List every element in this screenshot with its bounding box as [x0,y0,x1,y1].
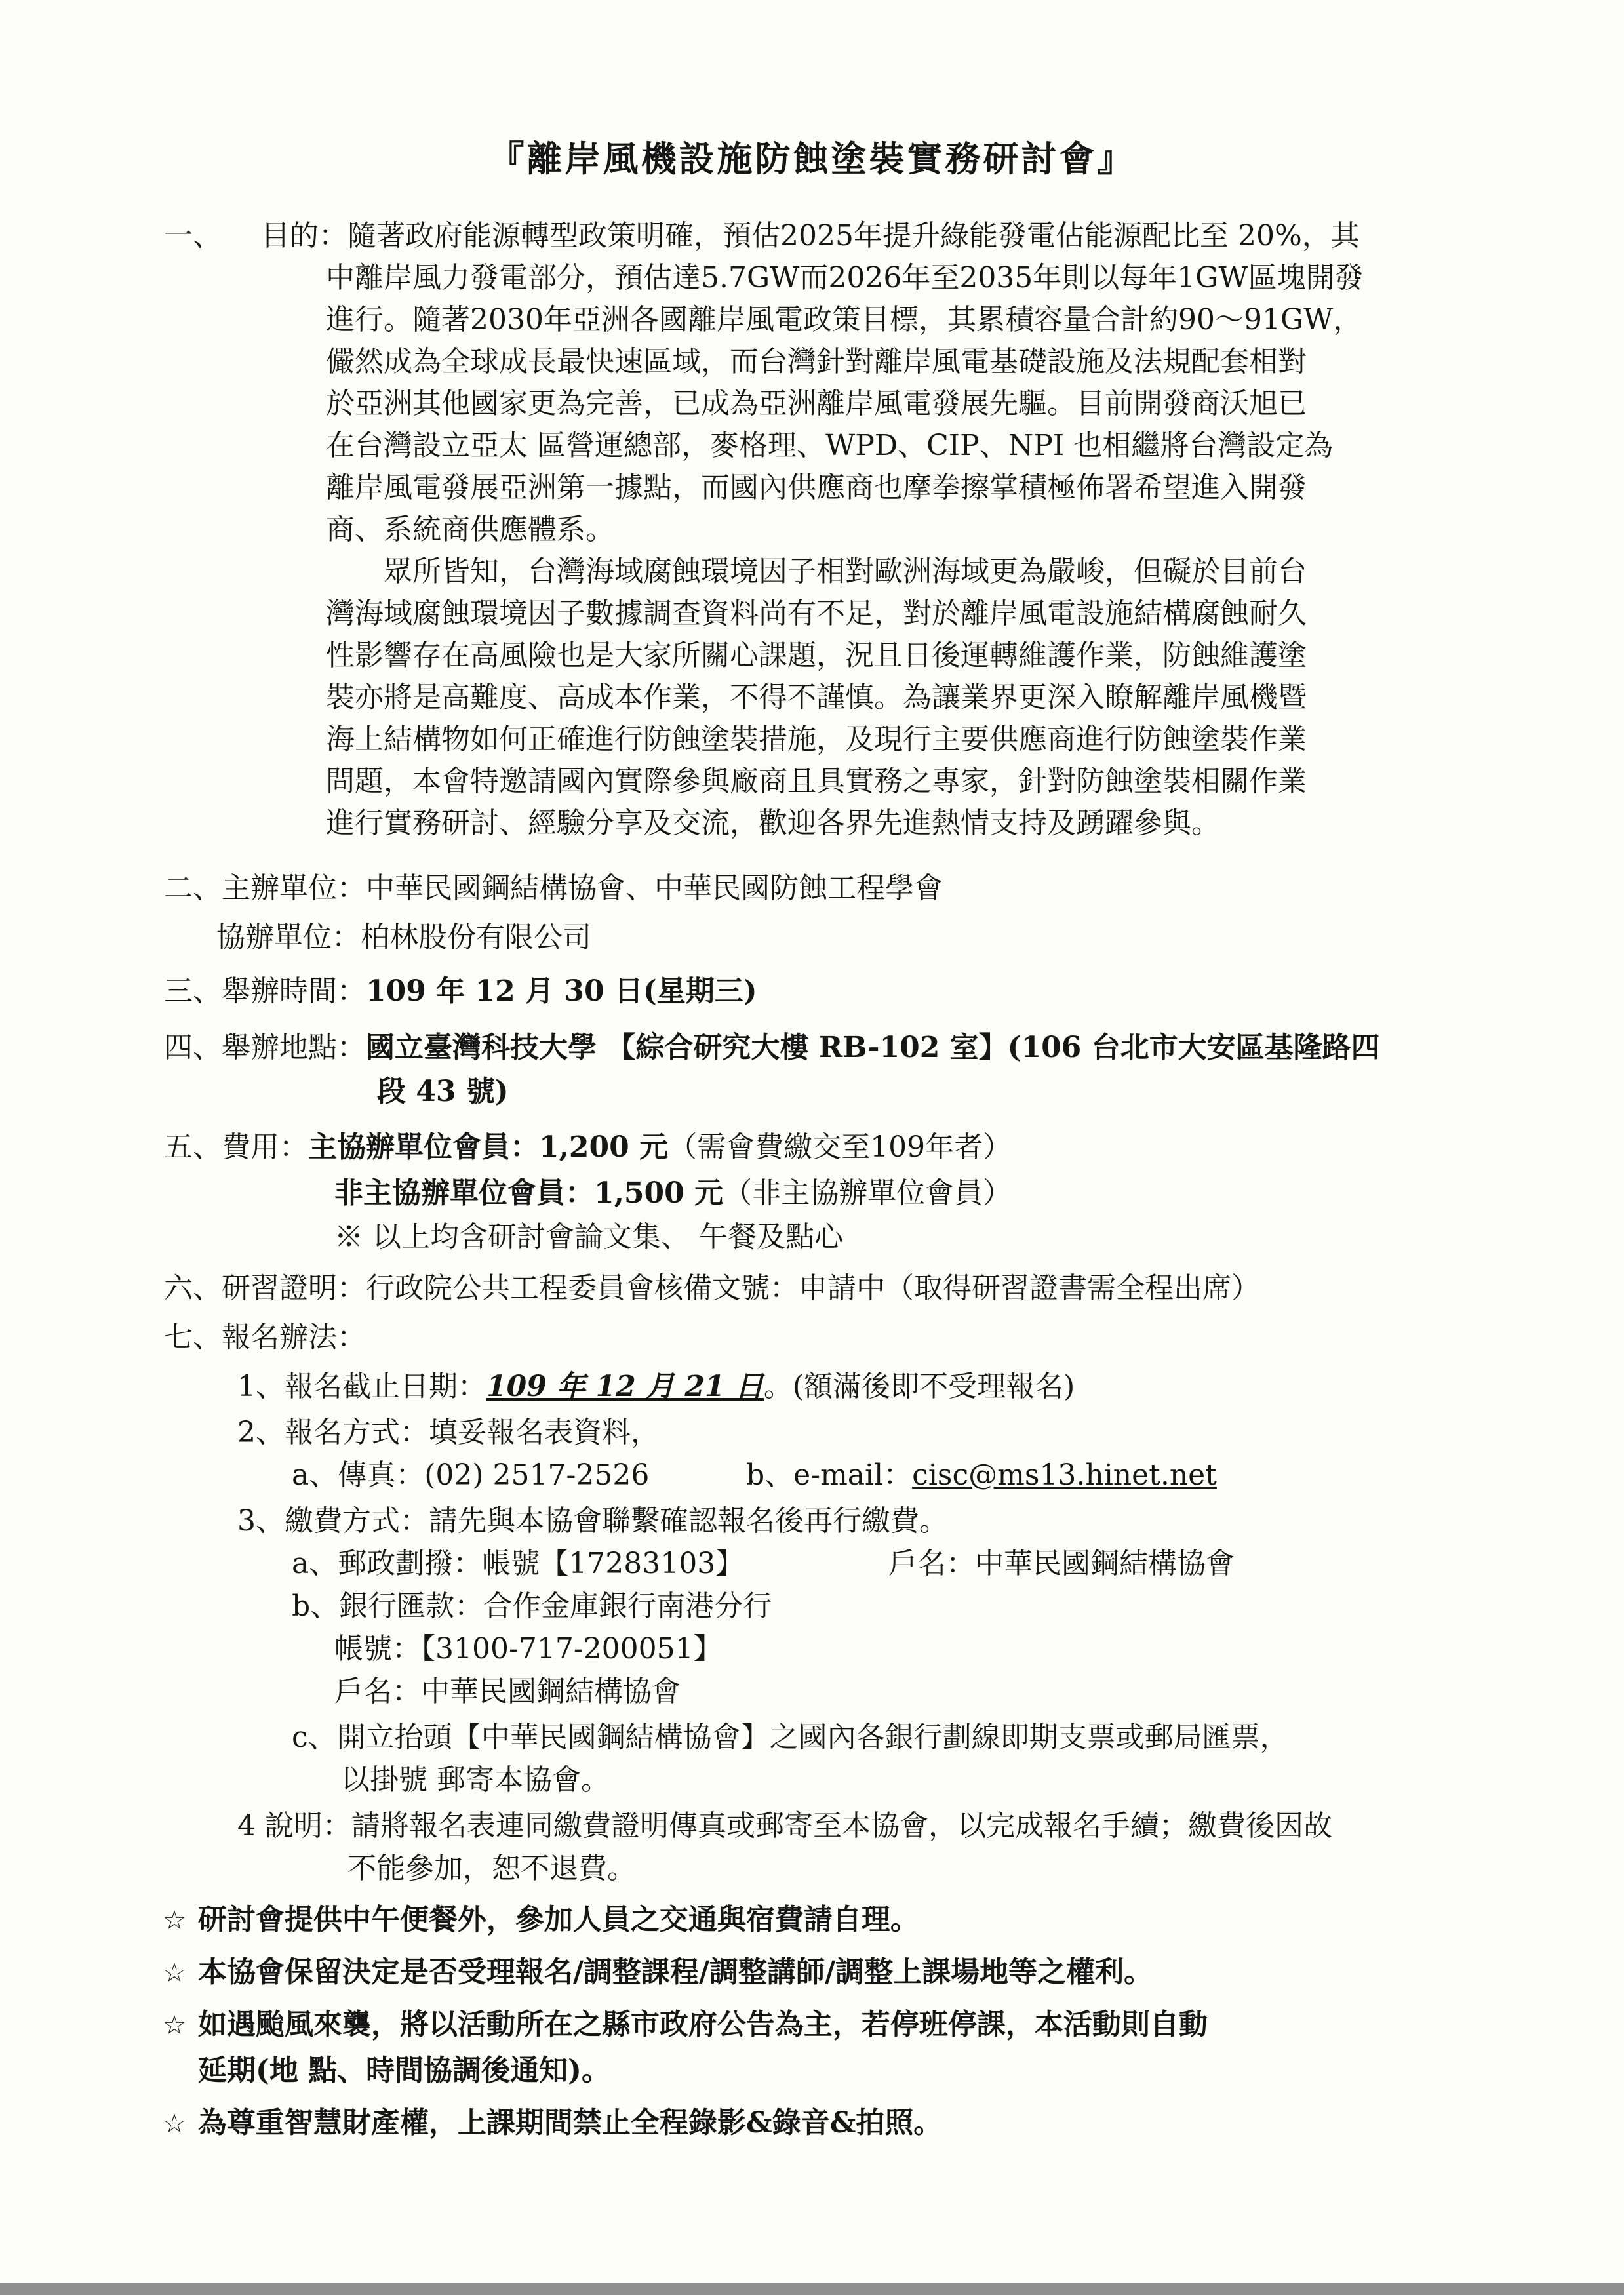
purpose-line: 儼然成為全球成長最快速區域，而台灣針對離岸風電基礎設施及法規配套相對 [326,345,1307,378]
section-label: 研習證明： [222,1271,366,1305]
purpose-line: 中離岸風力發電部分，預估達5.7GW而2026年至2035年則以每年1GW區塊開發 [326,261,1364,294]
notice-text: 如遇颱風來襲，將以活動所在之縣市政府公告為主，若停班停課，本活動則自動 [197,2008,1208,2041]
section-number: 五、 [164,1130,222,1164]
section-cert [164,1269,1260,1308]
notice-item [163,2005,1208,2045]
registration-fax: a、傳真：(02) 2517-2526 [292,1458,650,1492]
deadline-label: 1、報名截止日期： [237,1370,486,1403]
member-price: 1,200 元 [539,1130,669,1164]
email-link[interactable]: cisc@ms13.hinet.net [912,1458,1217,1492]
purpose-line: 進行。隨著2030年亞洲各國離岸風電政策目標，其累積容量合計約90～91GW， [326,303,1362,336]
co-organizer-value: 柏林股份有限公司 [361,921,591,954]
registration-note: 不能參加，恕不退費。 [347,1852,636,1885]
notice-item [163,2104,942,2144]
payment-bank: b、銀行匯款：合作金庫銀行南港分行 [292,1589,772,1623]
purpose-line: 在台灣設立亞太 區營運總部，麥格理、WPD、CIP、NPI 也相繼將台灣設定為 [326,429,1334,462]
section-fee [164,1128,1012,1167]
purpose-para2-line: 海上結構物如何正確進行防蝕塗裝措施，及現行主要供應商進行防蝕塗裝作業 [326,723,1307,756]
section-number: 二、 [164,871,222,905]
section-label: 主辦單位： [222,871,366,905]
event-date: 109 年 12 月 30 日(星期三) [366,974,757,1008]
nonmember-price: 1,500 元 [594,1176,724,1210]
section-number: 一、 [164,219,222,252]
page-title: 『離岸風機設施防蝕塗裝實務研討會』 [488,138,1136,180]
section-organizer [164,869,943,908]
member-note: （需會費繳交至109年者） [668,1130,1012,1164]
purpose-para2-line: 眾所皆知，台灣海域腐蝕環境因子相對歐洲海域更為嚴峻，但礙於目前台 [384,555,1307,588]
purpose-line: 離岸風電發展亞洲第一據點，而國內供應商也摩拳擦掌積極佈署希望進入開發 [326,471,1307,504]
star-icon: ☆ [163,1958,186,1988]
section-purpose [164,216,1360,256]
registration-note: 4 說明：請將報名表連同繳費證明傳真或郵寄至本協會，以完成報名手續；繳費後因故 [237,1809,1332,1843]
section-registration [164,1318,366,1357]
member-label: 主協辦單位會員： [308,1130,539,1164]
scan-edge [0,2283,1624,2295]
nonmember-note: （非主協辦單位會員） [723,1176,1012,1210]
purpose-line: 於亞洲其他國家更為完善，已成為亞洲離岸風電發展先驅。目前開發商沃旭已 [326,387,1307,420]
organizer-value: 中華民國鋼結構協會、中華民國防蝕工程學會 [366,871,943,905]
registration-email [746,1456,1217,1495]
payment-postal-name: 戶名：中華民國鋼結構協會 [888,1547,1235,1580]
section-number: 六、 [164,1271,222,1305]
section-time [164,972,757,1011]
venue-value: 國立臺灣科技大學 【綜合研究大樓 RB-102 室】(106 台北市大安區基隆路四 [366,1031,1380,1064]
co-organizer [216,918,591,957]
section-label: 協辦單位： [216,921,361,954]
notice-item [163,1953,1153,1993]
payment-check: c、開立抬頭【中華民國鋼結構協會】之國內各銀行劃線即期支票或郵局匯票， [292,1721,1289,1754]
star-icon: ☆ [163,2109,186,2139]
purpose-para2-line: 灣海域腐蝕環境因子數據調查資料尚有不足，對於離岸風電設施結構腐蝕耐久 [326,597,1307,630]
section-label: 目的： [261,219,347,252]
section-label: 報名辦法： [222,1321,366,1354]
star-icon: ☆ [163,1906,186,1936]
notice-text: 延期(地 點、時間協調後通知)。 [198,2054,610,2087]
fee-nonmember [334,1174,1012,1213]
registration-method: 2、報名方式：填妥報名表資料， [237,1416,660,1449]
notice-item [163,1900,919,1940]
email-label: b、e-mail： [746,1458,913,1492]
venue-value: 段 43 號) [377,1075,509,1108]
star-icon: ☆ [163,2010,186,2041]
payment-bank-name: 戶名：中華民國鋼結構協會 [334,1675,681,1708]
purpose-para2-line: 問題，本會特邀請國內實際參與廠商且具實務之專家，針對防蝕塗裝相關作業 [326,765,1307,798]
fee-note: ※ 以上均含研討會論文集、 午餐及點心 [334,1220,843,1254]
section-number: 四、 [164,1031,222,1064]
purpose-para2-line: 進行實務研討、經驗分享及交流，歡迎各界先進熱情支持及踴躍參與。 [326,807,1220,840]
payment-check: 以掛號 郵寄本協會。 [341,1763,610,1797]
purpose-line: 隨著政府能源轉型政策明確，預估2025年提升綠能發電佔能源配比至 20%，其 [347,219,1360,252]
purpose-para2-line: 裝亦將是高難度、高成本作業，不得不謹慎。為讓業界更深入瞭解離岸風機暨 [326,681,1307,714]
registration-deadline [237,1367,1075,1407]
purpose-line: 商、系統商供應體系。 [326,513,614,546]
section-number: 三、 [164,974,222,1008]
payment-title: 3、繳費方式：請先與本協會聯繫確認報名後再行繳費。 [237,1504,948,1538]
notice-text: 為尊重智慧財產權，上課期間禁止全程錄影&錄音&拍照。 [197,2106,943,2140]
purpose-para2-line: 性影響存在高風險也是大家所關心課題，況且日後運轉維護作業，防蝕維護塗 [326,639,1307,672]
payment-bank-account: 帳號：【3100-717-200051】 [334,1632,723,1666]
deadline-note: 。(額滿後即不受理報名) [763,1370,1075,1403]
section-label: 舉辦時間： [222,974,366,1008]
section-label: 舉辦地點： [222,1031,366,1064]
cert-value: 行政院公共工程委員會核備文號：申請中（取得研習證書需全程出席） [366,1271,1260,1305]
section-number: 七、 [164,1321,222,1354]
notice-text: 研討會提供中午便餐外，參加人員之交通與宿費請自理。 [197,1903,919,1936]
nonmember-label: 非主協辦單位會員： [334,1176,594,1210]
payment-postal: a、郵政劃撥：帳號【17283103】 [292,1547,745,1580]
section-venue [164,1028,1380,1068]
deadline-date: 109 年 12 月 21 日 [486,1370,764,1403]
section-label: 費用： [222,1130,308,1164]
notice-text: 本協會保留決定是否受理報名/調整課程/調整講師/調整上課場地等之權利。 [197,1955,1153,1989]
